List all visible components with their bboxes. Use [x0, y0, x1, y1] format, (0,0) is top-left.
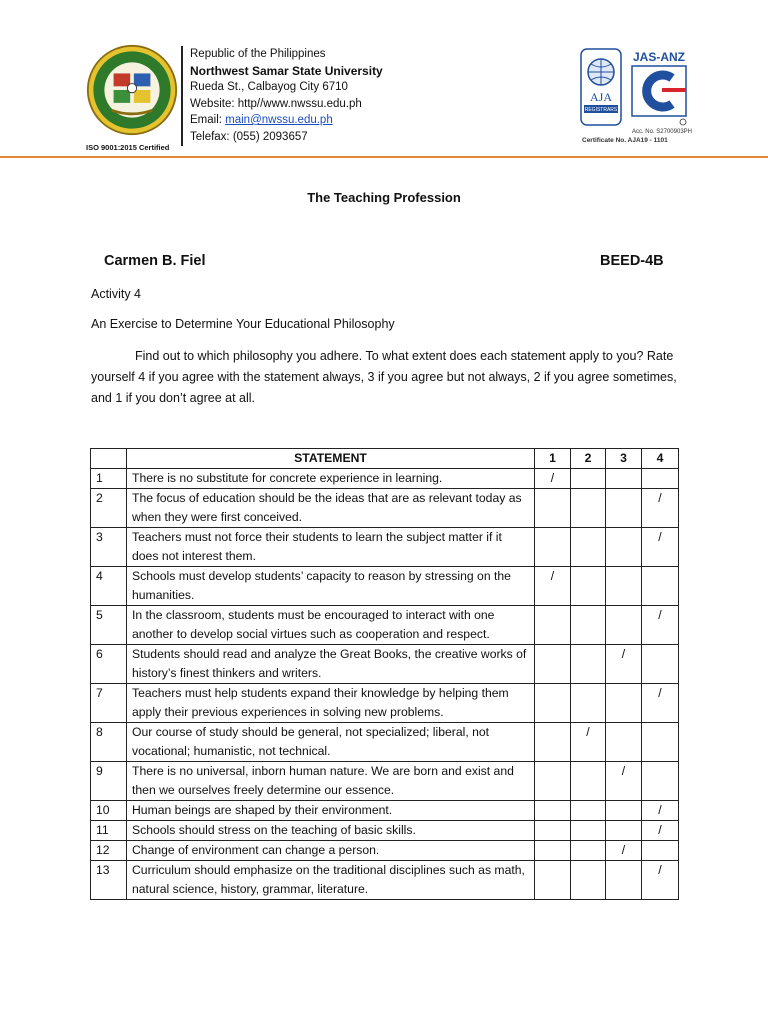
table-row: [91, 684, 679, 723]
row-number: 5: [91, 606, 127, 645]
university-name: Northwest Samar State University: [190, 63, 383, 78]
table-row: [91, 606, 679, 645]
rating-cell-1[interactable]: [535, 469, 571, 489]
svg-text:AJA: AJA: [589, 90, 613, 104]
rating-cell-4[interactable]: [642, 469, 679, 489]
row-number: 11: [91, 821, 127, 841]
rating-checkmark: /: [550, 471, 555, 485]
rating-cell-4[interactable]: [642, 841, 679, 861]
row-number: 2: [91, 489, 127, 528]
rating-cell-3[interactable]: [606, 606, 642, 645]
republic-line: Republic of the Philippines: [190, 48, 326, 60]
row-statement: There is no universal, inborn human nature. We are born and exist and then we ourselves freely determine our essence.: [127, 762, 535, 801]
jas-anz-logo: [628, 48, 690, 134]
row-number: 4: [91, 567, 127, 606]
rating-cell-4[interactable]: [642, 528, 679, 567]
rating-cell-3[interactable]: [606, 645, 642, 684]
row-number: 7: [91, 684, 127, 723]
row-statement: Curriculum should emphasize on the traditional disciplines such as math, natural science, history, grammar, literature.: [127, 861, 535, 900]
row-statement: The focus of education should be the ideas that are as relevant today as when they were first conceived.: [127, 489, 535, 528]
rating-checkmark: /: [621, 764, 626, 778]
row-statement: Schools must develop students’ capacity to reason by stressing on the humanities.: [127, 567, 535, 606]
activity-label: Activity 4: [91, 287, 142, 301]
rating-checkmark: /: [550, 569, 555, 583]
row-number: 12: [91, 841, 127, 861]
table-row: [91, 567, 679, 606]
telefax-line: Telefax: (055) 2093657: [190, 130, 308, 143]
rating-cell-4[interactable]: [642, 821, 679, 841]
row-statement: There is no substitute for concrete experience in learning.: [127, 469, 535, 489]
table-header-row: [91, 449, 679, 469]
rating-checkmark: /: [621, 647, 626, 661]
row-statement: In the classroom, students must be encouraged to interact with one another to develop social virtues such as cooperation and respect.: [127, 606, 535, 645]
rating-cell-1[interactable]: [535, 861, 571, 900]
row-number: 3: [91, 528, 127, 567]
header-rating-4: 4: [642, 449, 679, 469]
rating-cell-2[interactable]: [571, 528, 606, 567]
rating-cell-1[interactable]: [535, 567, 571, 606]
rating-cell-1[interactable]: [535, 645, 571, 684]
table-row: [91, 645, 679, 684]
student-name: Carmen B. Fiel: [104, 253, 206, 269]
website-line: Website: http//www.nwssu.edu.ph: [190, 97, 362, 110]
rating-cell-2[interactable]: [571, 762, 606, 801]
rating-checkmark: /: [658, 803, 662, 817]
svg-text:JAS-ANZ: JAS-ANZ: [632, 50, 686, 64]
row-statement: Human beings are shaped by their environment.: [127, 801, 535, 821]
rating-cell-4[interactable]: [642, 723, 679, 762]
rating-cell-3[interactable]: [606, 684, 642, 723]
rating-cell-3[interactable]: [606, 469, 642, 489]
rating-cell-2[interactable]: [571, 684, 606, 723]
rating-cell-2[interactable]: [571, 567, 606, 606]
rating-checkmark: /: [658, 863, 662, 877]
header-rating-1: 1: [535, 449, 571, 469]
student-section: BEED-4B: [600, 253, 664, 269]
university-seal-logo: [86, 44, 178, 136]
row-statement: Change of environment can change a person.: [127, 841, 535, 861]
exercise-title: An Exercise to Determine Your Educational Philosophy: [91, 317, 395, 331]
rating-checkmark: /: [586, 725, 590, 739]
rating-cell-1[interactable]: [535, 841, 571, 861]
certificate-number: Certificate No. AJA19 - 1101: [582, 137, 668, 144]
rating-checkmark: /: [658, 823, 662, 837]
rating-cell-4[interactable]: [642, 489, 679, 528]
instructions-paragraph: Find out to which philosophy you adhere. To what extent does each statement apply to you? Rate yourself 4 if you agree with the statement always, 3 if you agree but not always, 2 if you agree sometimes, and 1 if you don’t agree at all.: [91, 349, 677, 405]
email-link[interactable]: main@nwssu.edu.ph: [225, 114, 333, 126]
rating-cell-1[interactable]: [535, 528, 571, 567]
rating-cell-1[interactable]: [535, 489, 571, 528]
row-number: 9: [91, 762, 127, 801]
rating-cell-4[interactable]: [642, 606, 679, 645]
rating-cell-2[interactable]: [571, 469, 606, 489]
header-divider: [181, 46, 183, 146]
rating-cell-3[interactable]: [606, 762, 642, 801]
table-row: [91, 469, 679, 489]
rating-cell-3[interactable]: [606, 489, 642, 528]
table-row: [91, 861, 679, 900]
philosophy-rating-table: [90, 448, 679, 900]
header-rating-2: 2: [571, 449, 606, 469]
rating-cell-4[interactable]: [642, 684, 679, 723]
row-number: 10: [91, 801, 127, 821]
row-statement: Teachers must not force their students to learn the subject matter if it does not interest them.: [127, 528, 535, 567]
rating-cell-1[interactable]: [535, 723, 571, 762]
rating-cell-2[interactable]: [571, 821, 606, 841]
rating-cell-2[interactable]: [571, 489, 606, 528]
header-number: [91, 449, 127, 469]
row-number: 8: [91, 723, 127, 762]
rating-cell-1[interactable]: [535, 684, 571, 723]
rating-cell-1[interactable]: [535, 762, 571, 801]
row-statement: Students should read and analyze the Great Books, the creative works of history’s finest thinkers and writers.: [127, 645, 535, 684]
table-row: [91, 821, 679, 841]
rating-cell-1[interactable]: [535, 606, 571, 645]
rating-cell-3[interactable]: [606, 723, 642, 762]
table-row: [91, 489, 679, 528]
rating-cell-3[interactable]: [606, 801, 642, 821]
rating-cell-1[interactable]: [535, 821, 571, 841]
rating-checkmark: /: [658, 491, 662, 505]
header-rule: [0, 156, 768, 158]
rating-cell-4[interactable]: [642, 762, 679, 801]
rating-cell-3[interactable]: [606, 861, 642, 900]
email-line: [190, 112, 383, 129]
row-statement: Schools should stress on the teaching of basic skills.: [127, 821, 535, 841]
table-row: [91, 762, 679, 801]
row-statement: Our course of study should be general, not specialized; liberal, not vocational; humanistic, not technical.: [127, 723, 535, 762]
rating-checkmark: /: [658, 686, 662, 700]
table-row: [91, 801, 679, 821]
aja-registrars-logo: [580, 48, 622, 126]
rating-cell-3[interactable]: [606, 528, 642, 567]
rating-cell-2[interactable]: [571, 645, 606, 684]
rating-cell-4[interactable]: [642, 567, 679, 606]
rating-checkmark: /: [658, 608, 662, 622]
table-row: [91, 528, 679, 567]
rating-cell-2[interactable]: [571, 801, 606, 821]
rating-cell-3[interactable]: [606, 821, 642, 841]
svg-text:REGISTRARS: REGISTRARS: [584, 107, 618, 113]
header-statement: STATEMENT: [127, 449, 535, 469]
row-number: 1: [91, 469, 127, 489]
accreditation-number: Acc. No. S2700903PH: [631, 129, 692, 135]
rating-cell-2[interactable]: [571, 723, 606, 762]
rating-cell-4[interactable]: [642, 645, 679, 684]
rating-cell-2[interactable]: [571, 861, 606, 900]
rating-cell-4[interactable]: [642, 801, 679, 821]
row-number: 6: [91, 645, 127, 684]
rating-checkmark: /: [621, 843, 626, 857]
row-number: 13: [91, 861, 127, 900]
rating-cell-3[interactable]: [606, 567, 642, 606]
rating-cell-3[interactable]: [606, 841, 642, 861]
table-row: [91, 841, 679, 861]
rating-cell-4[interactable]: [642, 861, 679, 900]
letterhead: [190, 46, 383, 145]
header-rating-3: 3: [606, 449, 642, 469]
row-statement: Teachers must help students expand their knowledge by helping them apply their previous experiences in solving new problems.: [127, 684, 535, 723]
iso-certification: ISO 9001:2015 Certified: [86, 143, 170, 152]
rating-cell-2[interactable]: [571, 606, 606, 645]
table-row: [91, 723, 679, 762]
rating-cell-1[interactable]: [535, 801, 571, 821]
address-line: Rueda St., Calbayog City 6710: [190, 81, 348, 93]
email-label: Email:: [190, 114, 226, 126]
document-title: The Teaching Profession: [307, 190, 461, 205]
rating-cell-2[interactable]: [571, 841, 606, 861]
rating-checkmark: /: [658, 530, 662, 544]
